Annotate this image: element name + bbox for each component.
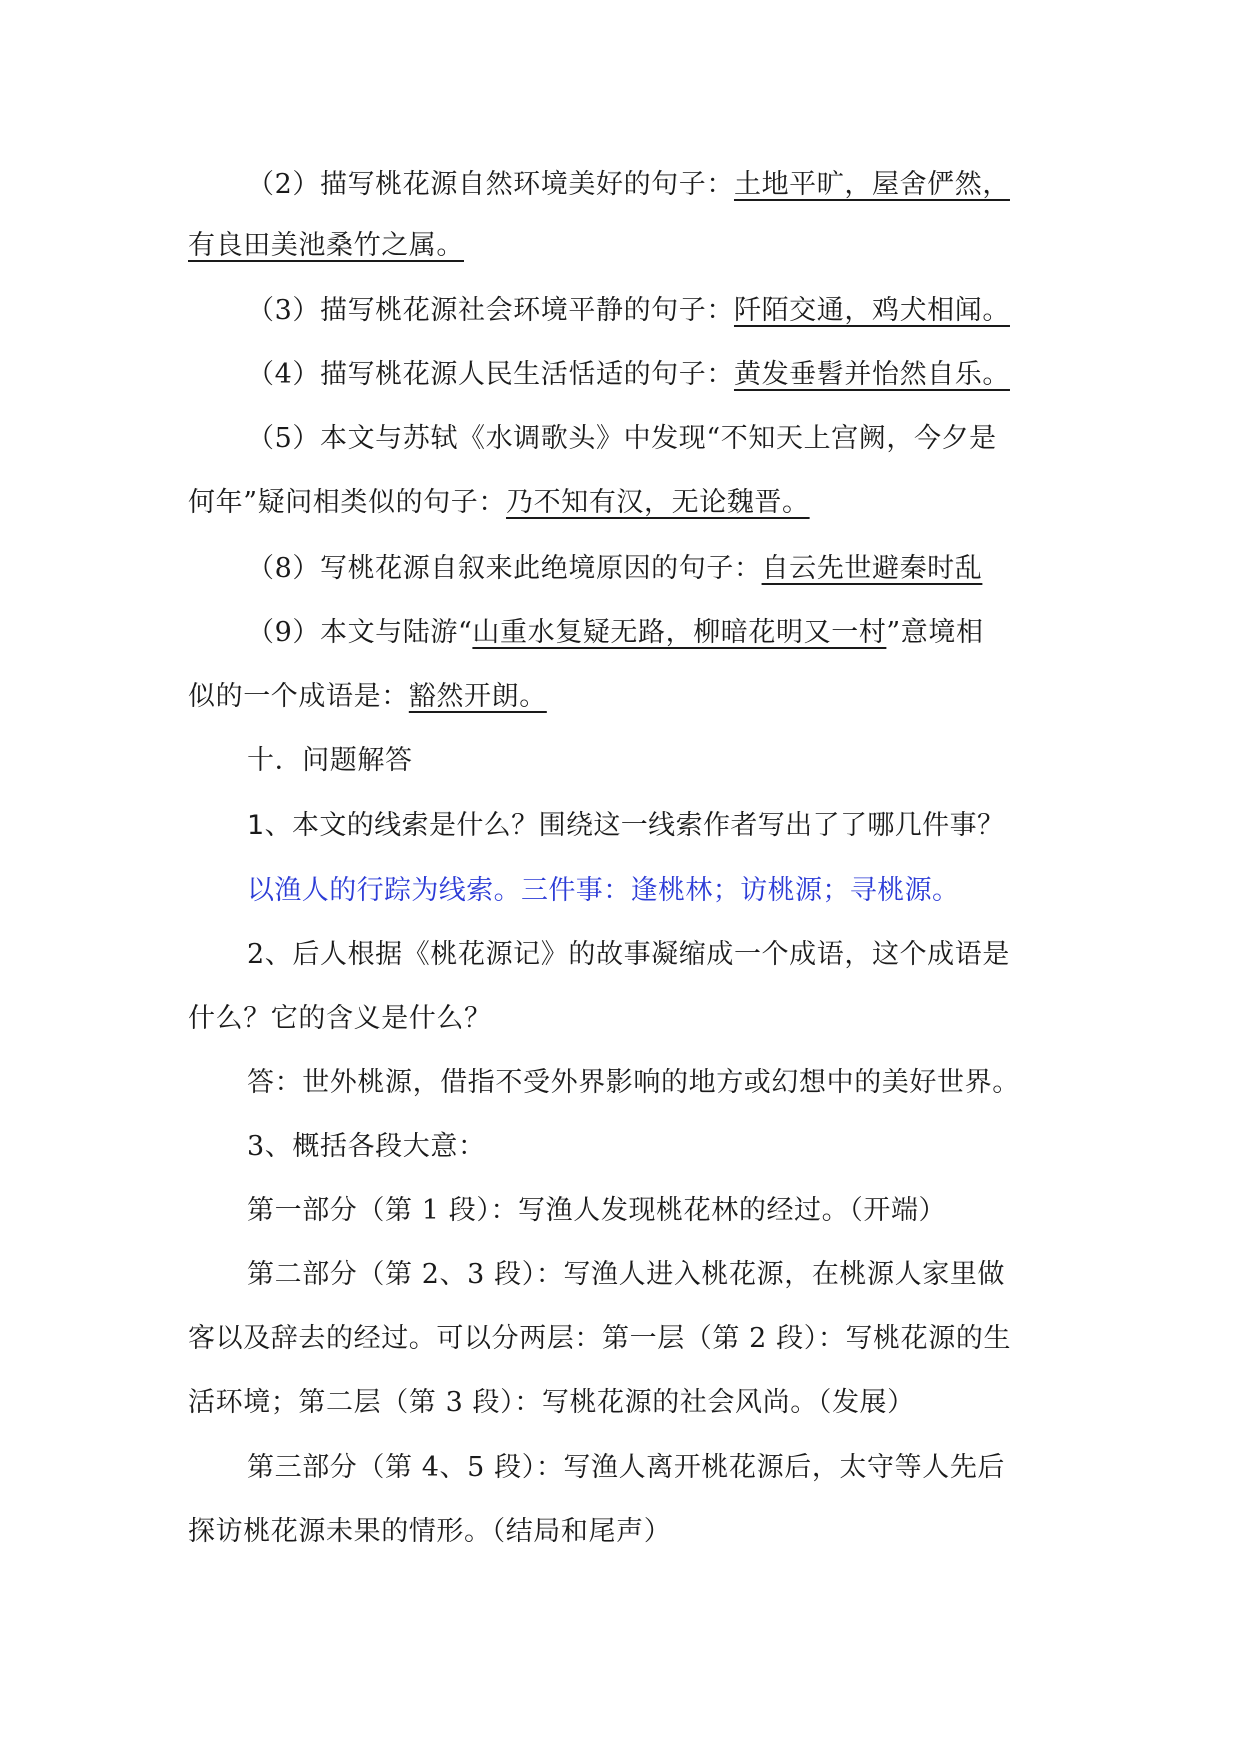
qa-q2-question-part1: 2、后人根据《桃花源记》的故事凝缩成一个成语，这个成语是	[247, 939, 1010, 970]
qa-q3-part2-line2	[188, 1319, 1058, 1359]
qa-q1-answer-text: 以渔人的行踪为线索。三件事：逢桃林；访桃源；寻桃源。	[247, 875, 960, 906]
fill-in-q4	[247, 355, 1058, 395]
q3-answer: 阡陌交通，鸡犬相闻。	[733, 295, 1010, 326]
section-heading-text: 十．问题解答	[247, 745, 413, 776]
q5-prompt-part1: （5）本文与苏轼《水调歌头》中发现“不知天上宫阙，今夕是	[247, 423, 997, 454]
qa-q2-question-line1	[247, 935, 1058, 975]
q4-prompt: （4）描写桃花源人民生活恬适的句子：	[247, 359, 734, 390]
qa-q3-part1-text: 第一部分（第 1 段）：写渔人发现桃花林的经过。（开端）	[247, 1195, 947, 1226]
qa-q3-part3-text1: 第三部分（第 4、5 段）：写渔人离开桃花源后，太守等人先后	[247, 1452, 1006, 1483]
q9-suffix: ”意境相	[886, 617, 984, 648]
qa-q3-part3-line2	[188, 1512, 1058, 1552]
section-heading	[247, 741, 1058, 781]
q8-prompt: （8）写桃花源自叙来此绝境原因的句子：	[247, 553, 762, 584]
q5-prompt-part2: 何年”疑问相类似的句子：	[188, 487, 507, 518]
fill-in-q8	[247, 549, 1058, 589]
q9-quote: 山重水复疑无路，柳暗花明又一村	[472, 617, 887, 648]
fill-in-q2-line2	[188, 226, 1058, 266]
fill-in-q3	[247, 291, 1058, 331]
fill-in-q9-line1	[247, 613, 1058, 653]
q4-answer: 黄发垂髫并怡然自乐。	[733, 359, 1010, 390]
qa-q1-question-text: 1、本文的线索是什么？围绕这一线索作者写出了了哪几件事？	[247, 810, 1005, 841]
qa-q1-question	[247, 806, 1058, 846]
q2-answer-part2: 有良田美池桑竹之属。	[188, 230, 464, 261]
qa-q3-part2-text3: 活环境；第二层（第 3 段）：写桃花源的社会风尚。（发展）	[188, 1387, 915, 1418]
fill-in-q9-line2	[188, 677, 1058, 717]
qa-q3-question-text: 3、概括各段大意：	[247, 1131, 486, 1162]
qa-q2-answer	[247, 1063, 1058, 1103]
qa-q2-question-line2	[188, 999, 1058, 1039]
q9-prompt-part2: 似的一个成语是：	[188, 681, 409, 712]
q5-answer: 乃不知有汉，无论魏晋。	[506, 487, 810, 518]
qa-q3-part3-line1	[247, 1448, 1058, 1488]
q2-prompt: （2）描写桃花源自然环境美好的句子：	[247, 169, 734, 200]
qa-q3-part2-text1: 第二部分（第 2、3 段）：写渔人进入桃花源，在桃源人家里做	[247, 1259, 1006, 1290]
qa-q3-part2-line3	[188, 1383, 1058, 1423]
q8-answer: 自云先世避秦时乱	[761, 553, 983, 584]
fill-in-q5-line1	[247, 419, 1058, 459]
qa-q3-part3-text2: 探访桃花源未果的情形。（结局和尾声）	[188, 1516, 672, 1547]
qa-q3-part2-text2: 客以及辞去的经过。可以分两层：第一层（第 2 段）：写桃花源的生	[188, 1323, 1012, 1354]
q2-answer-part1: 土地平旷，屋舍俨然，	[733, 169, 1010, 200]
fill-in-q2-line1	[247, 165, 1058, 205]
fill-in-q5-line2	[188, 483, 1058, 523]
qa-q3-part2-line1	[247, 1255, 1058, 1295]
q9-prefix: （9）本文与陆游“	[247, 617, 473, 648]
qa-q2-question-part2: 什么？它的含义是什么？	[188, 1003, 492, 1034]
qa-q3-part1	[247, 1191, 1058, 1231]
q3-prompt: （3）描写桃花源社会环境平静的句子：	[247, 295, 734, 326]
qa-q2-answer-text: 答：世外桃源，借指不受外界影响的地方或幻想中的美好世界。	[247, 1067, 1020, 1098]
qa-q1-answer	[247, 871, 1058, 911]
q9-answer: 豁然开朗。	[408, 681, 547, 712]
qa-q3-question	[247, 1127, 1058, 1167]
